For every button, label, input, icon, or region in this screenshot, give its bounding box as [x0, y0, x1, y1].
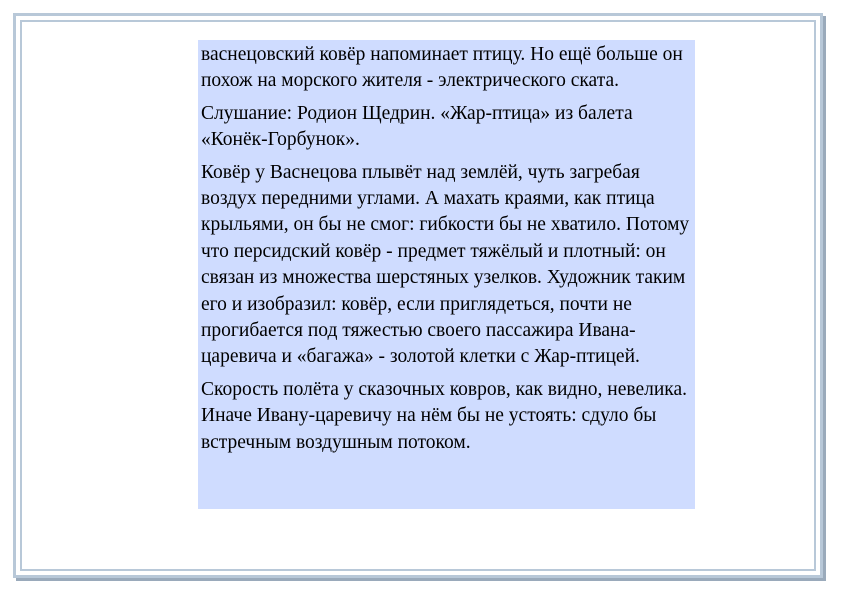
paragraph-flight-speed: Скорость полёта у сказочных ковров, как видно, невелика. Иначе Ивану-царевичу на нём бы не устоять: сдуло бы встречным воздушным потоком.: [201, 378, 687, 453]
text-block: [198, 40, 695, 509]
paragraph-listening: Слушание: Родион Щедрин. «Жар-птица» из балета «Конёк-Горбунок».: [201, 102, 633, 151]
paragraph-carpet-skate: васнецовский ковёр напоминает птицу. Но ещё больше он похож на морского жителя - электрического ската.: [201, 44, 683, 92]
paragraph-carpet-flight: Ковёр у Васнецова плывёт над землёй, чуть загребая воздух передними углами. А махать краями, как птица крыльями, он бы не смог: гибкости бы не хватило. Потому что персидский ковёр - предмет тяжёлый и плотный: он связан из множества шерстяных узелков. Художник таким его и изобразил: ковёр, если приглядеться, почти не прогибается под тяжестью своего пассажира Ивана-царевича и «багажа» - золотой клетки с Жар-птицей.: [201, 161, 690, 368]
